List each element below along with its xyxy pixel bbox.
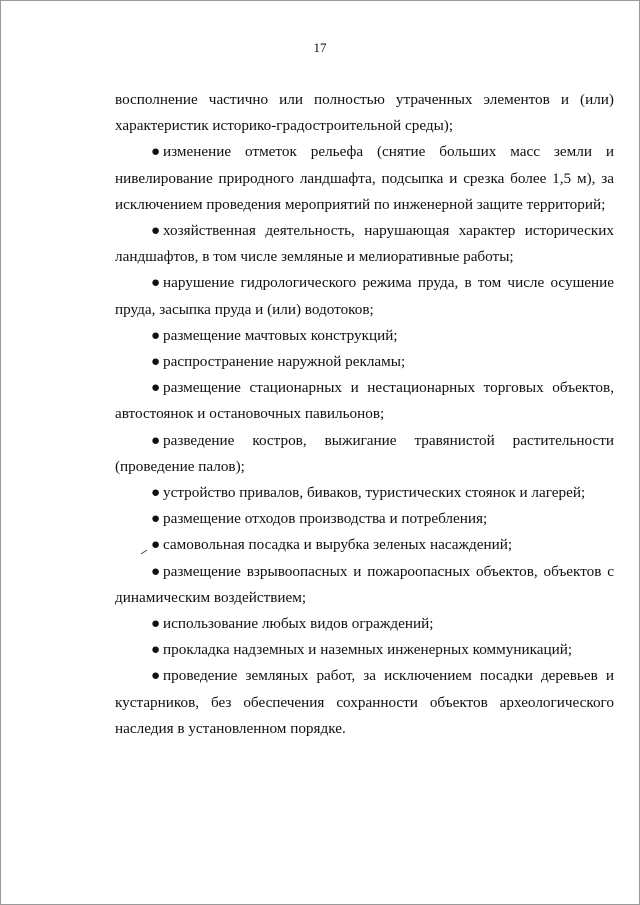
bullet-icon: ● [151, 353, 161, 371]
bullet-icon: ● [151, 510, 161, 528]
bullet-icon: ● [151, 326, 161, 344]
list-item [115, 375, 614, 427]
list-item [115, 218, 614, 270]
list-item-text: устройство привалов, биваков, туристических стоянок и лагерей; [163, 484, 586, 502]
bullet-icon: ● [151, 536, 161, 554]
page-number: 17 [313, 40, 327, 55]
list-item-text: размещение мачтовых конструкций; [163, 326, 398, 344]
list-item [115, 139, 614, 218]
list-item [115, 270, 614, 322]
bullet-icon: ● [151, 222, 161, 240]
list-item-text: размещение стационарных и нестационарных торговых объектов, автостоянок и остановочных павильонов; [115, 379, 614, 423]
list-item-text: распространение наружной рекламы; [163, 353, 406, 371]
paragraph-continuation [115, 87, 614, 139]
list-item [115, 532, 614, 558]
scan-mark-icon [140, 549, 148, 555]
bullet-icon: ● [151, 615, 161, 633]
list-item [115, 480, 614, 506]
bullet-icon: ● [151, 562, 161, 580]
bullet-icon: ● [151, 274, 161, 292]
list-item-text: хозяйственная деятельность, нарушающая характер исторических ландшафтов, в том числе земляные и мелиоративные работы; [115, 222, 614, 266]
bullet-icon: ● [151, 641, 161, 659]
list-item [115, 323, 614, 349]
list-item [115, 506, 614, 532]
list-item-text: проведение земляных работ, за исключением посадки деревьев и кустарников, без обеспечения сохранности объектов археологического наследия в установленном порядке. [115, 667, 614, 737]
bullet-icon: ● [151, 667, 161, 685]
document-body [115, 87, 614, 742]
list-item [115, 349, 614, 375]
list-item [115, 663, 614, 742]
list-item-text: самовольная посадка и вырубка зеленых насаждений; [163, 536, 513, 554]
bullet-icon: ● [151, 484, 161, 502]
list-item-text: нарушение гидрологического режима пруда, в том числе осушение пруда, засыпка пруда и (или) водотоков; [115, 274, 614, 318]
bullet-icon: ● [151, 143, 161, 161]
list-item-text: изменение отметок рельефа (снятие больших масс земли и нивелирование природного ландшафта, подсыпка и срезка более 1,5 м), за исключением проведения мероприятий по инженерной защите территорий; [115, 143, 614, 213]
list-item-text: разведение костров, выжигание травянистой растительности (проведение палов); [115, 431, 614, 475]
list-item-text: размещение отходов производства и потребления; [163, 510, 488, 528]
list-item [115, 637, 614, 663]
list-item [115, 559, 614, 611]
list-item [115, 428, 614, 480]
list-item-text: размещение взрывоопасных и пожароопасных объектов, объектов с динамическим воздействием; [115, 562, 614, 606]
list-item-text: прокладка надземных и наземных инженерных коммуникаций; [163, 641, 573, 659]
bullet-icon: ● [151, 431, 161, 449]
list-item [115, 611, 614, 637]
paragraph-text: восполнение частично или полностью утраченных элементов и (или) характеристик историко-градостроительной среды); [115, 91, 614, 135]
bullet-icon: ● [151, 379, 161, 397]
list-item-text: использование любых видов ограждений; [163, 615, 434, 633]
